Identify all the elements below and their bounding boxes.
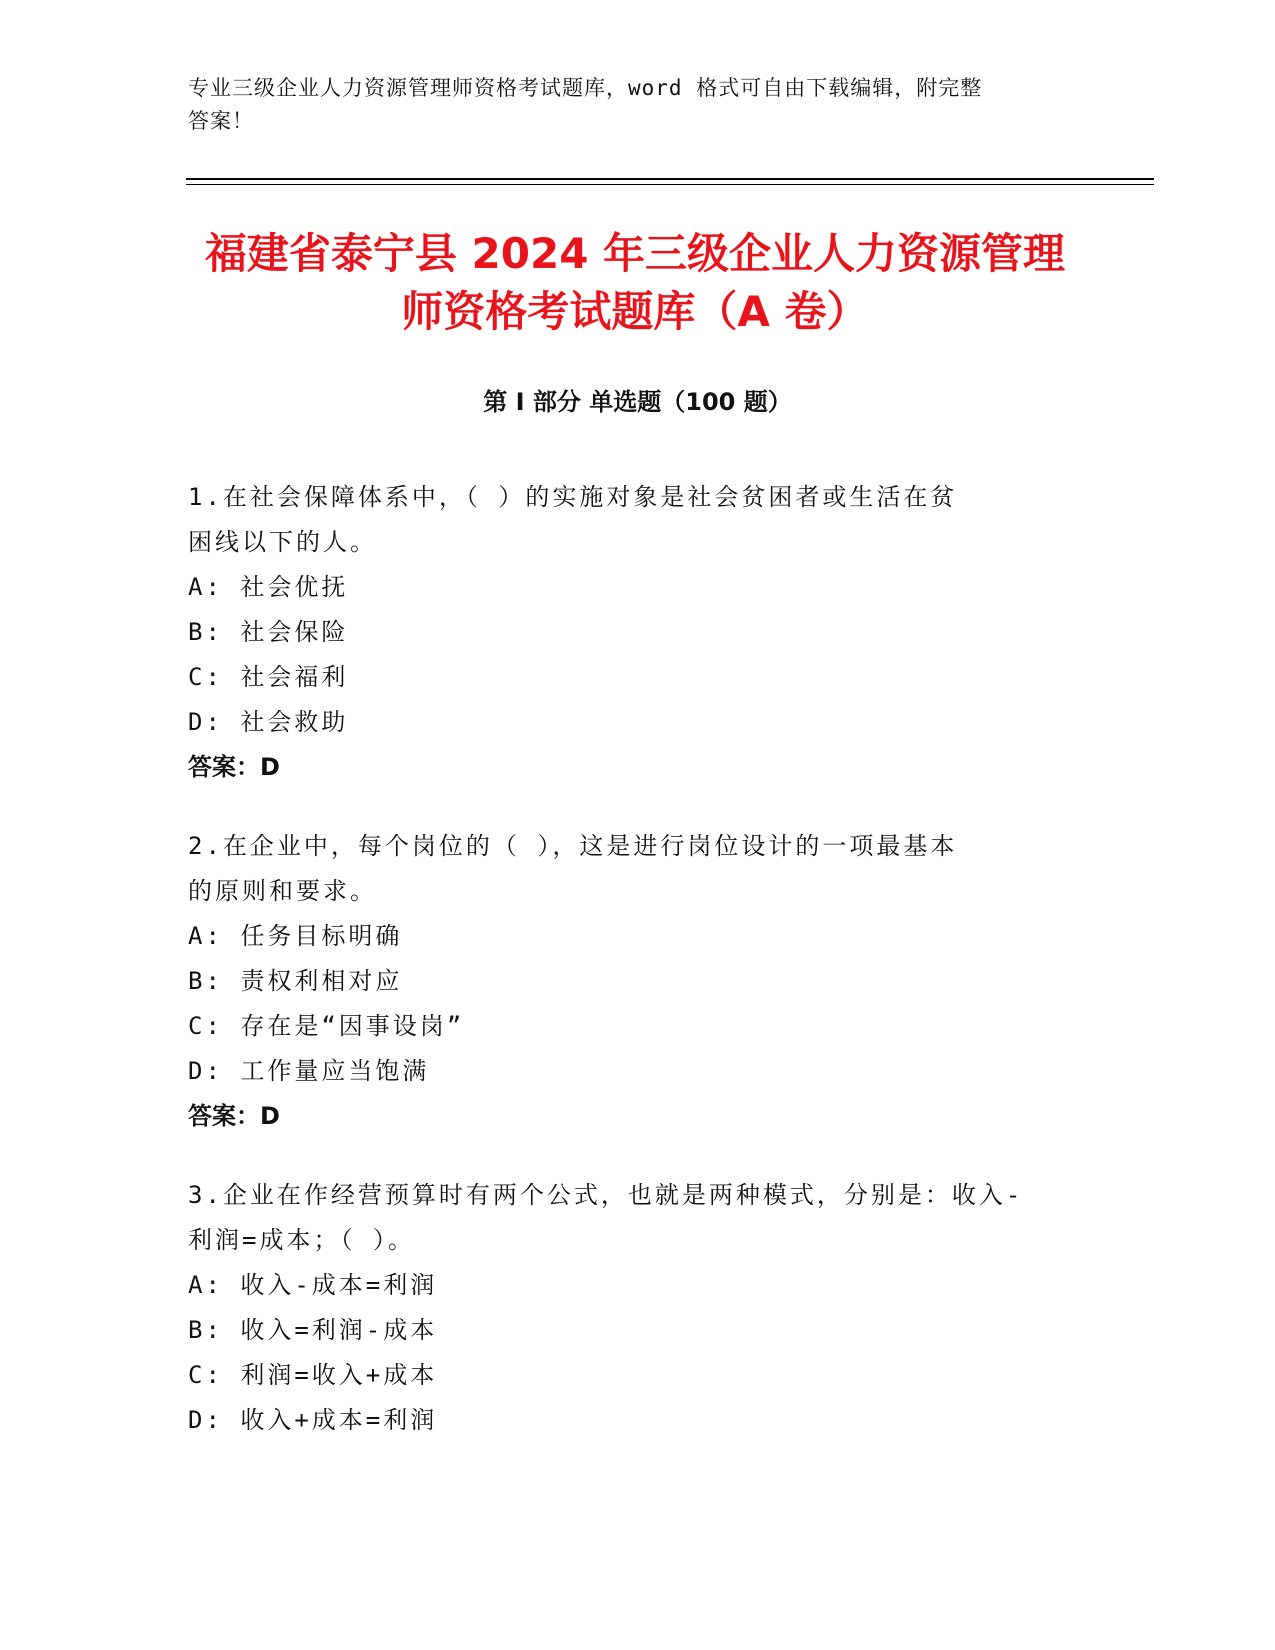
question-3 xyxy=(188,1173,1068,1443)
question-stem-line-1: 3.企业在作经营预算时有两个公式，也就是两种模式，分别是：收入- xyxy=(188,1181,1024,1209)
header-note xyxy=(188,72,1088,138)
question-1 xyxy=(188,475,1068,790)
answer: 答案：D xyxy=(188,753,280,781)
question-stem-line-2: 利润=成本；（ ）。 xyxy=(188,1226,415,1254)
option-d: D: 工作量应当饱满 xyxy=(188,1057,430,1085)
header-rule-thick xyxy=(186,178,1154,180)
header-note-line-2: 答案！ xyxy=(188,109,254,133)
question-stem-line-2: 困线以下的人。 xyxy=(188,528,377,556)
option-c: C: 社会福利 xyxy=(188,663,349,691)
option-a: A: 社会优抚 xyxy=(188,573,349,601)
document-title-line-1: 福建省泰宁县 2024 年三级企业人力资源管理 xyxy=(204,229,1066,278)
question-2 xyxy=(188,824,1068,1139)
option-c: C: 利润=收入+成本 xyxy=(188,1361,438,1389)
question-list xyxy=(188,475,1068,1477)
option-b: B: 社会保险 xyxy=(188,618,349,646)
option-a: A: 收入-成本=利润 xyxy=(188,1271,438,1299)
document-title-line-2: 师资格考试题库（A 卷） xyxy=(401,287,869,336)
header-note-line-1: 专业三级企业人力资源管理师资格考试题库，word 格式可自由下载编辑，附完整 xyxy=(188,76,983,100)
question-stem-line-2: 的原则和要求。 xyxy=(188,877,377,905)
document-title xyxy=(120,225,1150,341)
option-b: B: 收入=利润-成本 xyxy=(188,1316,438,1344)
option-d: D: 社会救助 xyxy=(188,708,349,736)
question-stem-line-1: 2.在企业中，每个岗位的（ ），这是进行岗位设计的一项最基本 xyxy=(188,832,958,860)
option-a: A: 任务目标明确 xyxy=(188,922,403,950)
section-title: 第 I 部分 单选题（100 题） xyxy=(483,388,792,416)
option-c: C: 存在是“因事设岗” xyxy=(188,1012,465,1040)
header-rule-thin xyxy=(186,184,1154,185)
option-d: D: 收入+成本=利润 xyxy=(188,1406,438,1434)
question-stem-line-1: 1.在社会保障体系中，（ ）的实施对象是社会贫困者或生活在贫 xyxy=(188,483,958,511)
option-b: B: 责权利相对应 xyxy=(188,967,403,995)
answer: 答案：D xyxy=(188,1102,280,1130)
